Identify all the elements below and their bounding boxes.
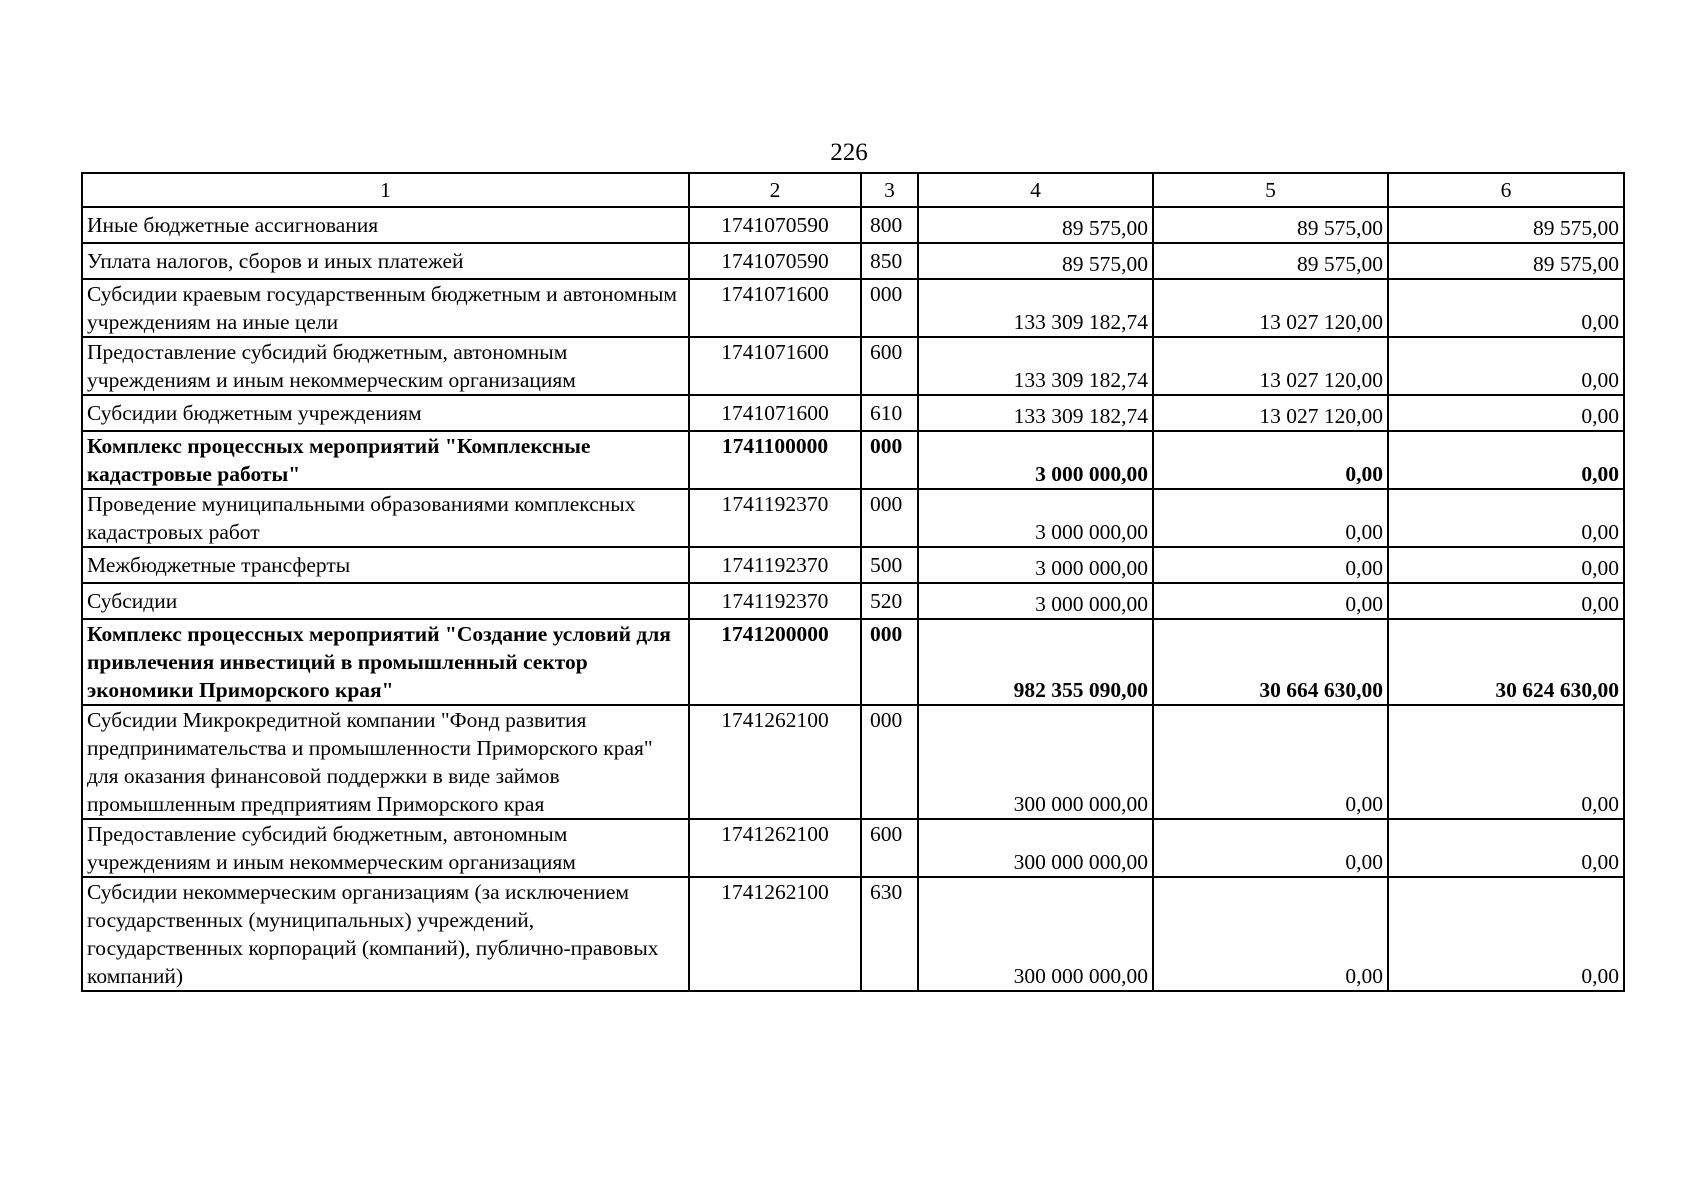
row-name-cell: Комплекс процессных мероприятий "Создание условий для привлечения инвестиций в промышленный сектор экономики Приморского края": [82, 619, 689, 705]
row-amount-1-cell: 300 000 000,00: [918, 705, 1153, 819]
table-row: [82, 489, 1624, 547]
row-name-cell: Субсидии: [82, 583, 689, 619]
row-code-cell: 1741192370: [689, 547, 861, 583]
row-expense-type-cell: 850: [861, 243, 918, 279]
row-amount-1-cell: 133 309 182,74: [918, 395, 1153, 431]
row-amount-1-cell: 300 000 000,00: [918, 819, 1153, 877]
row-amount-2-cell: 13 027 120,00: [1153, 395, 1388, 431]
row-name-cell: Межбюджетные трансферты: [82, 547, 689, 583]
row-code-cell: 1741071600: [689, 279, 861, 337]
row-amount-1-cell: 982 355 090,00: [918, 619, 1153, 705]
row-amount-1-cell: 3 000 000,00: [918, 547, 1153, 583]
row-amount-1-cell: 3 000 000,00: [918, 489, 1153, 547]
row-amount-3-cell: 0,00: [1388, 819, 1624, 877]
row-code-cell: 1741070590: [689, 207, 861, 243]
table-row: [82, 819, 1624, 877]
row-amount-2-cell: 0,00: [1153, 705, 1388, 819]
row-name-cell: Субсидии некоммерческим организациям (за исключением государственных (муниципальных) учреждений, государственных корпораций (компаний), публично-правовых компаний): [82, 877, 689, 991]
table-row: [82, 619, 1624, 705]
row-expense-type-cell: 000: [861, 431, 918, 489]
row-expense-type-cell: 600: [861, 337, 918, 395]
table-row: [82, 583, 1624, 619]
row-name-cell: Уплата налогов, сборов и иных платежей: [82, 243, 689, 279]
row-expense-type-cell: 630: [861, 877, 918, 991]
row-code-cell: 1741100000: [689, 431, 861, 489]
row-expense-type-cell: 610: [861, 395, 918, 431]
row-expense-type-cell: 800: [861, 207, 918, 243]
row-amount-2-cell: 30 664 630,00: [1153, 619, 1388, 705]
table-row: [82, 279, 1624, 337]
row-amount-2-cell: 89 575,00: [1153, 243, 1388, 279]
row-code-cell: 1741071600: [689, 395, 861, 431]
table-header-row: [82, 173, 1624, 207]
row-name-cell: Проведение муниципальными образованиями комплексных кадастровых работ: [82, 489, 689, 547]
row-amount-1-cell: 3 000 000,00: [918, 431, 1153, 489]
row-amount-3-cell: 0,00: [1388, 489, 1624, 547]
row-amount-2-cell: 0,00: [1153, 489, 1388, 547]
table-row: [82, 207, 1624, 243]
row-amount-2-cell: 0,00: [1153, 819, 1388, 877]
column-header-6: 6: [1388, 173, 1624, 207]
row-code-cell: 1741200000: [689, 619, 861, 705]
table-row: [82, 337, 1624, 395]
row-name-cell: Предоставление субсидий бюджетным, автономным учреждениям и иным некоммерческим организациям: [82, 337, 689, 395]
row-name-cell: Иные бюджетные ассигнования: [82, 207, 689, 243]
row-code-cell: 1741262100: [689, 877, 861, 991]
row-expense-type-cell: 000: [861, 489, 918, 547]
row-name-cell: Субсидии Микрокредитной компании "Фонд развития предпринимательства и промышленности Приморского края" для оказания финансовой поддержки в виде займов промышленным предприятиям Приморского края: [82, 705, 689, 819]
row-code-cell: 1741071600: [689, 337, 861, 395]
row-code-cell: 1741262100: [689, 819, 861, 877]
row-amount-2-cell: 13 027 120,00: [1153, 279, 1388, 337]
table-row: [82, 547, 1624, 583]
row-amount-2-cell: 0,00: [1153, 547, 1388, 583]
row-amount-3-cell: 0,00: [1388, 705, 1624, 819]
row-code-cell: 1741192370: [689, 489, 861, 547]
row-amount-3-cell: 89 575,00: [1388, 207, 1624, 243]
row-amount-3-cell: 0,00: [1388, 547, 1624, 583]
row-amount-1-cell: 89 575,00: [918, 207, 1153, 243]
column-header-3: 3: [861, 173, 918, 207]
row-amount-1-cell: 300 000 000,00: [918, 877, 1153, 991]
row-amount-1-cell: 133 309 182,74: [918, 337, 1153, 395]
row-name-cell: Субсидии бюджетным учреждениям: [82, 395, 689, 431]
row-name-cell: Субсидии краевым государственным бюджетным и автономным учреждениям на иные цели: [82, 279, 689, 337]
row-expense-type-cell: 500: [861, 547, 918, 583]
table-row: [82, 705, 1624, 819]
row-amount-3-cell: 0,00: [1388, 395, 1624, 431]
row-amount-1-cell: 133 309 182,74: [918, 279, 1153, 337]
page-number: 226: [830, 139, 868, 166]
row-code-cell: 1741192370: [689, 583, 861, 619]
row-name-cell: Комплекс процессных мероприятий "Комплексные кадастровые работы": [82, 431, 689, 489]
row-amount-2-cell: 0,00: [1153, 583, 1388, 619]
row-expense-type-cell: 000: [861, 279, 918, 337]
row-code-cell: 1741070590: [689, 243, 861, 279]
row-name-cell: Предоставление субсидий бюджетным, автономным учреждениям и иным некоммерческим организациям: [82, 819, 689, 877]
row-amount-3-cell: 0,00: [1388, 337, 1624, 395]
row-amount-3-cell: 30 624 630,00: [1388, 619, 1624, 705]
row-code-cell: 1741262100: [689, 705, 861, 819]
row-expense-type-cell: 520: [861, 583, 918, 619]
row-amount-3-cell: 0,00: [1388, 431, 1624, 489]
row-amount-1-cell: 3 000 000,00: [918, 583, 1153, 619]
row-amount-3-cell: 0,00: [1388, 279, 1624, 337]
row-amount-3-cell: 0,00: [1388, 877, 1624, 991]
table-row: [82, 243, 1624, 279]
column-header-2: 2: [689, 173, 861, 207]
column-header-5: 5: [1153, 173, 1388, 207]
row-amount-3-cell: 0,00: [1388, 583, 1624, 619]
budget-table: [81, 172, 1625, 992]
row-amount-2-cell: 0,00: [1153, 431, 1388, 489]
row-amount-1-cell: 89 575,00: [918, 243, 1153, 279]
row-expense-type-cell: 000: [861, 705, 918, 819]
column-header-4: 4: [918, 173, 1153, 207]
table-row: [82, 395, 1624, 431]
row-expense-type-cell: 000: [861, 619, 918, 705]
row-amount-2-cell: 89 575,00: [1153, 207, 1388, 243]
table-row: [82, 431, 1624, 489]
row-amount-2-cell: 0,00: [1153, 877, 1388, 991]
table-row: [82, 877, 1624, 991]
table-body: [82, 207, 1624, 991]
row-amount-3-cell: 89 575,00: [1388, 243, 1624, 279]
row-expense-type-cell: 600: [861, 819, 918, 877]
row-amount-2-cell: 13 027 120,00: [1153, 337, 1388, 395]
column-header-1: 1: [82, 173, 689, 207]
